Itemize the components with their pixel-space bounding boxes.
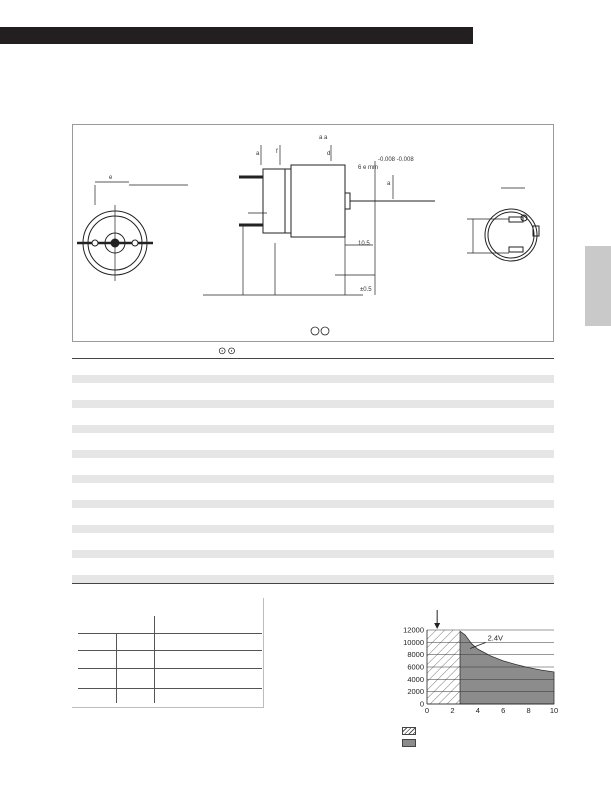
side-view: [203, 145, 435, 295]
y-tick-label: 0: [419, 699, 424, 709]
small-spec-table: [72, 598, 264, 708]
dim-label-tolerance: ±0.5: [360, 287, 372, 293]
legend-shaded: [402, 739, 416, 747]
dim-label-tol: -0.008 -0.008: [378, 157, 414, 163]
dim-label-front: e: [109, 175, 113, 181]
technical-drawing-frame: [72, 124, 554, 342]
y-tick-label: 6000: [407, 662, 424, 672]
small-table-rule: [78, 668, 262, 669]
dim-label-g: a: [387, 181, 391, 187]
legend-swatch-shaded: [402, 739, 416, 747]
table-row-stripe: [72, 375, 554, 383]
y-tick-label: 2000: [407, 687, 424, 697]
motor-drawing: [73, 125, 555, 343]
section-tab[interactable]: [585, 246, 611, 326]
header-bar: [0, 27, 473, 44]
rear-view: [467, 188, 539, 261]
y-tick-label: 8000: [407, 650, 424, 660]
x-tick-label: 4: [475, 706, 480, 715]
small-table-divider: [116, 633, 117, 703]
x-tick-label: 0: [424, 706, 430, 715]
chart-arrow-head: [434, 623, 440, 629]
dim-label-length: 10.5: [358, 241, 370, 247]
small-table-rule: [78, 650, 262, 651]
dim-label-f: f: [276, 149, 278, 155]
table-row-stripe: [72, 550, 554, 558]
small-table-rule: [78, 633, 262, 634]
table-top-rule: [72, 358, 554, 359]
table-bottom-rule: [72, 583, 554, 584]
table-row-stripe: [72, 475, 554, 483]
chart-annotation: 2.4V: [487, 633, 504, 643]
table-row-stripe: [72, 525, 554, 533]
x-tick-label: 8: [526, 706, 531, 715]
table-row-stripe: [72, 425, 554, 433]
table-header-symbol: ⊙⊙: [218, 346, 237, 357]
dim-label-d: d: [327, 151, 331, 157]
table-row-stripe: [72, 400, 554, 408]
speed-chart: [392, 606, 562, 756]
legend-hatched: [402, 727, 416, 735]
y-tick-label: 10000: [403, 637, 424, 647]
table-row-stripe: [72, 500, 554, 508]
small-table-divider: [154, 616, 155, 703]
dim-label-aa: a a: [319, 135, 328, 141]
table-row-stripe: [72, 575, 554, 583]
x-tick-label: 6: [501, 706, 506, 715]
x-tick-label: 10: [549, 706, 559, 715]
dim-label-a: a: [256, 151, 260, 157]
x-tick-label: 2: [450, 706, 455, 715]
dim-label-phi: 6 e mm: [358, 165, 379, 171]
table-row-stripe: [72, 450, 554, 458]
small-table-rule: [78, 688, 262, 689]
front-view: [77, 182, 188, 281]
y-tick-label: 4000: [407, 674, 424, 684]
y-tick-label: 12000: [403, 625, 424, 635]
drawing-symbol: [311, 327, 329, 335]
legend-swatch-hatched: [402, 727, 416, 735]
